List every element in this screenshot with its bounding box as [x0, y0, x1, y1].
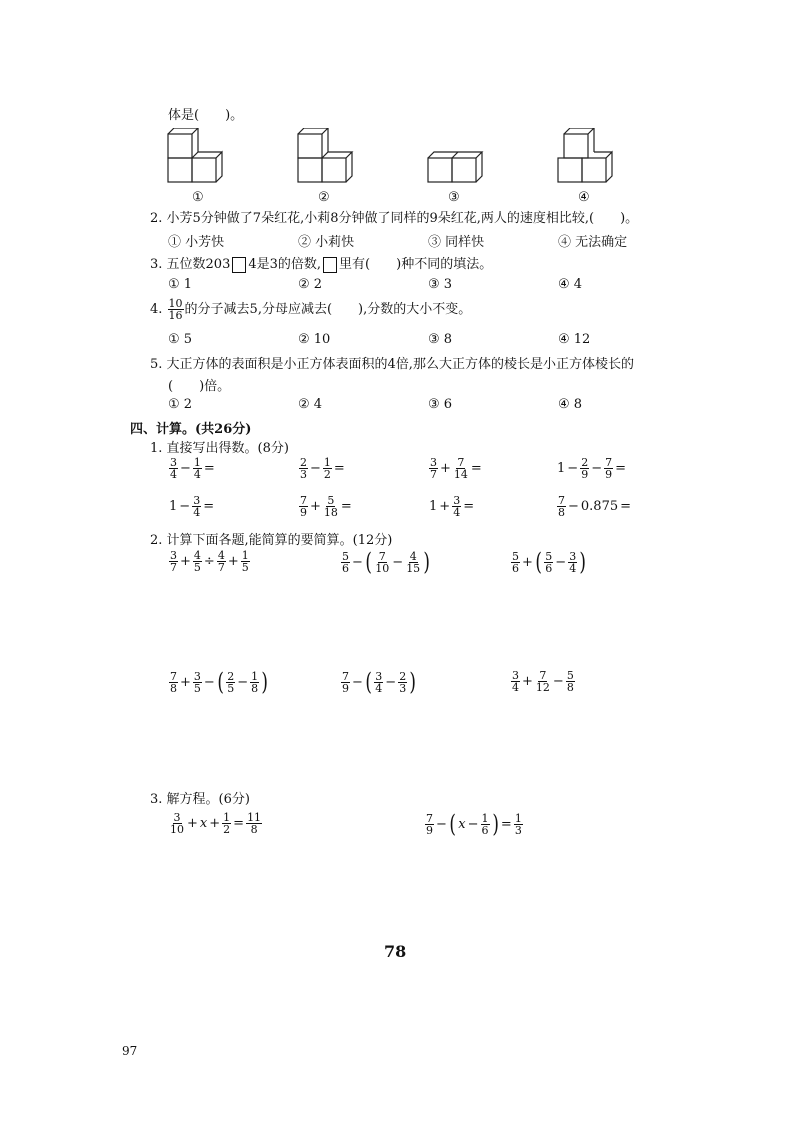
figure-1	[168, 128, 222, 182]
blank-box	[323, 257, 337, 273]
q2-option-3: ③ 同样快	[428, 235, 485, 250]
q4-stem	[150, 298, 471, 321]
q3-stem-c: 里有( )种不同的填法。	[339, 257, 493, 272]
q4-fraction: $\frac{10}{16}$	[168, 297, 183, 322]
corner-number: 97	[122, 1044, 138, 1058]
q2-option-4: ④ 无法确定	[558, 235, 628, 250]
calc-5: 1 − $\frac{3}{4}$ =	[169, 494, 215, 519]
q2-option-1: ① 小芳快	[168, 235, 225, 250]
problem-4: $\frac{7}{8}$ + $\frac{3}{5}$ − ( $\frac{2}{5}$ − $\frac{1}{8}$ )	[170, 668, 269, 696]
q4-number: 4.	[150, 302, 163, 317]
sub-heading-3: 3. 解方程。(6分)	[150, 792, 250, 807]
problem-5: $\frac{7}{9}$ − ( $\frac{3}{4}$ − $\frac{2}{3}$ )	[342, 668, 417, 696]
q3-stem	[150, 253, 492, 273]
blank-box	[232, 257, 246, 273]
q4-option-3: ③ 8	[428, 332, 453, 347]
q4-option-2: ② 10	[298, 332, 331, 347]
calc-4: 1 − $\frac{2}{9}$ − $\frac{7}{9}$ =	[557, 456, 626, 481]
q2-option-2: ② 小莉快	[298, 235, 355, 250]
q5-stem-line2: ( )倍。	[168, 379, 231, 394]
problem-1: $\frac{3}{7}$ + $\frac{4}{5}$ ÷ $\frac{4}{7}$ + $\frac{1}{5}$	[170, 549, 249, 574]
q3-option-4: ④ 4	[558, 277, 583, 292]
q3-stem-b: 4是3的倍数,	[248, 257, 322, 272]
figure-label-4: ④	[578, 190, 590, 205]
figure-label-3: ③	[448, 190, 460, 205]
section-title: 四、计算。(共26分)	[130, 422, 252, 437]
equation-1: $\frac{3}{10}$ + x + $\frac{1}{2}$ = $\frac{11}{8}$	[170, 811, 262, 836]
calc-1: $\frac{3}{4}$ − $\frac{1}{4}$ =	[170, 456, 215, 481]
q4-option-1: ① 5	[168, 332, 193, 347]
sub-heading-1: 1. 直接写出得数。(8分)	[150, 441, 289, 456]
q4-option-4: ④ 12	[558, 332, 591, 347]
q3-option-1: ① 1	[168, 277, 193, 292]
equation-2: $\frac{7}{9}$ − ( x − $\frac{1}{6}$ ) = $\frac{1}{3}$	[426, 810, 522, 838]
page-number: 78	[384, 942, 407, 961]
figure-label-1: ①	[192, 190, 204, 205]
figure-3	[428, 152, 482, 182]
figure-4	[558, 128, 612, 182]
q5-option-1: ① 2	[168, 397, 193, 412]
calc-6: $\frac{7}{9}$ + $\frac{5}{18}$ =	[300, 494, 352, 519]
calc-8: $\frac{7}{8}$ − 0.875 =	[558, 494, 632, 519]
problem-6: $\frac{3}{4}$ + $\frac{7}{12}$ − $\frac{5}{8}$	[512, 669, 574, 694]
q3-option-2: ② 2	[298, 277, 323, 292]
problem-3: $\frac{5}{6}$ + ( $\frac{5}{6}$ − $\frac{3}{4}$ )	[512, 548, 587, 576]
q5-option-3: ③ 6	[428, 397, 453, 412]
q3-stem-a: 3. 五位数203	[150, 257, 231, 272]
figure-label-2: ②	[318, 190, 330, 205]
figure-2	[298, 128, 352, 182]
calc-7: 1 + $\frac{3}{4}$ =	[429, 494, 475, 519]
q5-option-2: ② 4	[298, 397, 323, 412]
q2-stem: 2. 小芳5分钟做了7朵红花,小莉8分钟做了同样的9朵红花,两人的速度相比较,( )。	[150, 211, 639, 226]
q1-tail: 体是( )。	[168, 108, 244, 123]
calc-2: $\frac{2}{3}$ − $\frac{1}{2}$ =	[300, 456, 345, 481]
q5-stem-line1: 5. 大正方体的表面积是小正方体表面积的4倍,那么大正方体的棱长是小正方体棱长的	[150, 357, 634, 372]
calc-3: $\frac{3}{7}$ + $\frac{7}{14}$ =	[430, 456, 482, 481]
sub-heading-2: 2. 计算下面各题,能简算的要简算。(12分)	[150, 533, 393, 548]
cube-figures	[160, 128, 640, 190]
q3-option-3: ③ 3	[428, 277, 453, 292]
problem-2: $\frac{5}{6}$ − ( $\frac{7}{10}$ − $\frac{4}{15}$ )	[342, 548, 431, 576]
q5-option-4: ④ 8	[558, 397, 583, 412]
q4-text: 的分子减去5,分母应减去( ),分数的大小不变。	[184, 302, 472, 317]
